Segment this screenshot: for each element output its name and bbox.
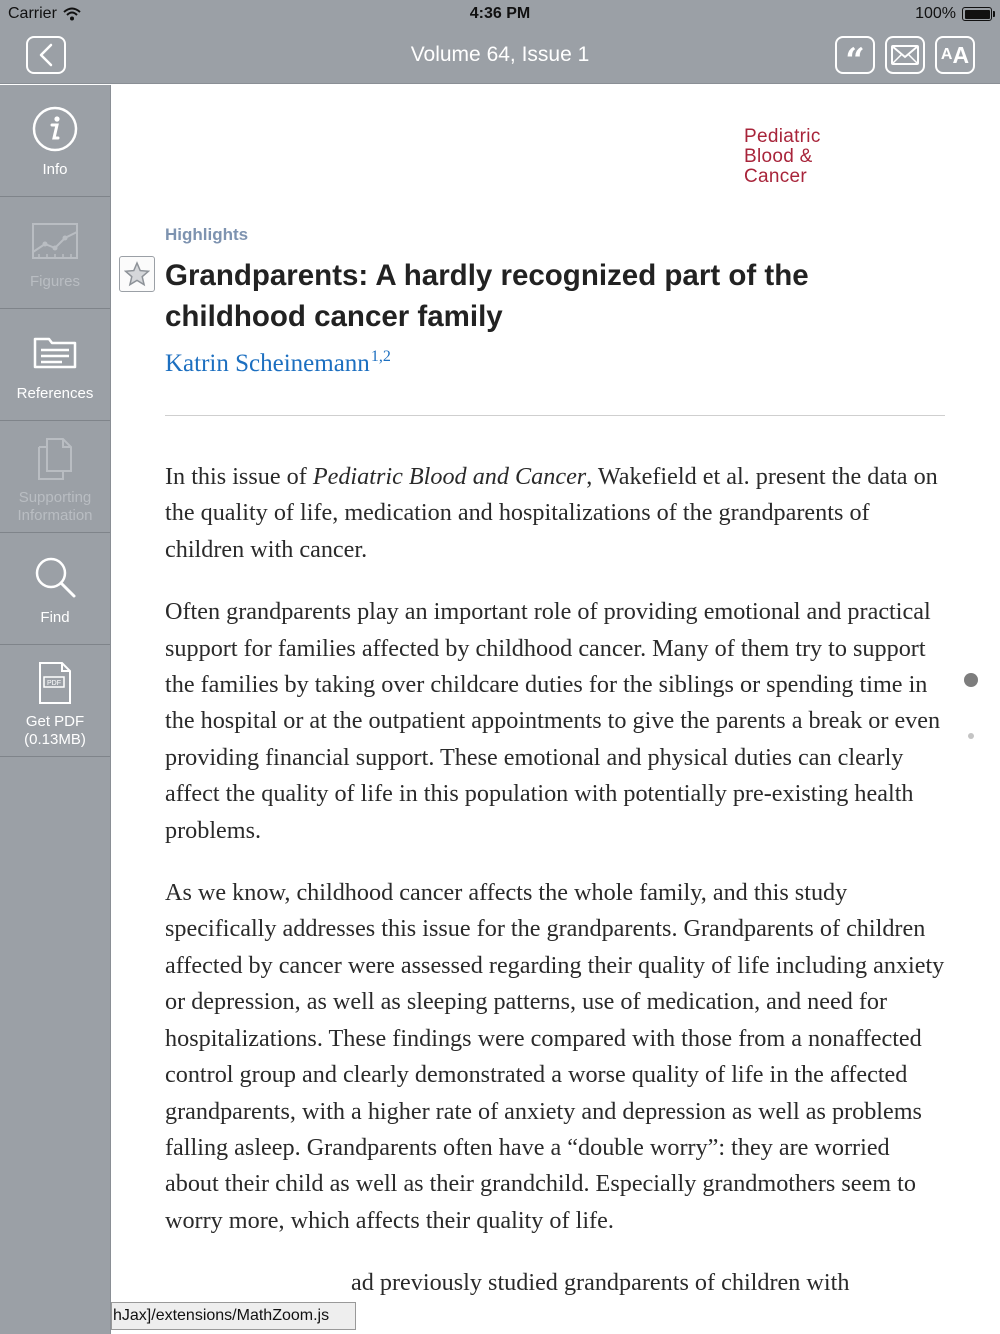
sidebar-item-find[interactable]	[0, 533, 110, 645]
sidebar-item-label: Info	[42, 161, 68, 178]
carrier-label: Carrier	[8, 5, 57, 22]
journal-logo-line: Pediatric	[744, 126, 821, 147]
quote-icon: “	[845, 41, 865, 81]
journal-name-italic: Pediatric Blood and Cancer	[312, 463, 587, 490]
issue-title: Volume 64, Issue 1	[410, 43, 590, 66]
sidebar-item-info[interactable]	[0, 85, 110, 197]
sidebar-item-label: Find	[40, 609, 70, 626]
sidebar-item-label	[17, 489, 92, 525]
svg-text:PDF: PDF	[47, 680, 61, 687]
sidebar-item-references[interactable]	[0, 309, 110, 421]
battery-percent: 100%	[915, 5, 956, 22]
paragraph-text: ad previously studied grandparents of children with	[351, 1269, 850, 1297]
font-size-icon: A	[940, 46, 953, 63]
font-size-button[interactable]: A A	[935, 36, 975, 74]
chart-icon	[31, 222, 79, 260]
status-tooltip: hJax]/extensions/MathZoom.js	[111, 1302, 356, 1330]
author-affiliation: 1,2	[370, 348, 391, 365]
search-icon	[33, 555, 77, 599]
section-label: Highlights	[165, 225, 249, 244]
page-indicator-dot-active[interactable]	[964, 673, 978, 687]
paragraph-text: , Wakefield et al. present the data on the quality of life, medication and hospitalizations of the grandparents of children with cancer.	[165, 463, 938, 563]
sidebar-label-line: (0.13MB)	[24, 731, 86, 748]
star-icon	[124, 261, 150, 287]
author-line	[165, 348, 391, 378]
sidebar-item-get-pdf[interactable]	[0, 645, 110, 757]
favorite-button[interactable]	[119, 256, 155, 292]
references-icon	[32, 333, 78, 373]
sidebar-item-label: Figures	[29, 273, 81, 290]
email-button[interactable]	[885, 36, 925, 74]
nav-bar	[0, 28, 1000, 84]
sidebar	[0, 85, 111, 1334]
paragraph	[165, 459, 945, 568]
envelope-icon	[891, 45, 919, 65]
article-title: Grandparents: A hardly recognized part of the childhood cancer family	[165, 259, 809, 333]
author-link[interactable]: Katrin Scheinemann	[165, 350, 370, 377]
divider	[165, 415, 945, 416]
sidebar-label-line: Supporting	[18, 489, 92, 506]
journal-logo-line: Blood &	[744, 146, 813, 167]
sidebar-label-line: Information	[17, 507, 93, 524]
article-body	[165, 459, 945, 1328]
sidebar-item-supporting-information[interactable]	[0, 421, 110, 533]
paragraph-text: In this issue of	[165, 463, 313, 490]
sidebar-item-label	[24, 713, 86, 749]
clock: 4:36 PM	[469, 5, 531, 22]
battery-icon	[962, 7, 992, 21]
sidebar-item-figures[interactable]	[0, 197, 110, 309]
paragraph: Often grandparents play an important role of providing emotional and practical support for families affected by childhood cancer. Many of them try to support the families by taking over childcare duties for the siblings or spending time in the hospital or at the outpatient appointments to give the parents a break or even providing financial support. These emotional and physical duties can clearly affect the quality of life in this population with potentially pre-existing health problems.	[165, 598, 941, 844]
paragraph: As we know, childhood cancer affects the whole family, and this study specifically addresses this issue for the grandparents. Grandparents of children affected by cancer were assessed regarding their quality of life including anxiety or depression, as well as sleeping patterns, use of medication, and need for hospitalizations. These findings were compared with those from a nonaffected control group and clearly demonstrated a worse quality of life in the affected grandparents, with a higher rate of anxiety and depression as well as problems falling asleep. Grandparents often have a “double worry”: they are worried about their child as well as their grandchild. Especially grandmothers seem to worry more, which affects their quality of life.	[165, 879, 945, 1234]
sidebar-label-line: Get PDF	[25, 713, 85, 730]
battery-status	[915, 5, 992, 23]
sidebar-item-label: References	[16, 385, 94, 402]
journal-logo-line: Cancer	[744, 166, 808, 187]
page-indicator-dot[interactable]	[968, 733, 974, 739]
journal-logo	[744, 127, 821, 187]
status-bar	[0, 0, 1000, 28]
paragraph	[165, 1265, 945, 1301]
documents-icon	[35, 437, 75, 481]
info-icon	[32, 106, 78, 152]
cite-button[interactable]	[835, 36, 875, 81]
article-view[interactable]	[112, 85, 1000, 1334]
pdf-icon	[36, 661, 74, 705]
